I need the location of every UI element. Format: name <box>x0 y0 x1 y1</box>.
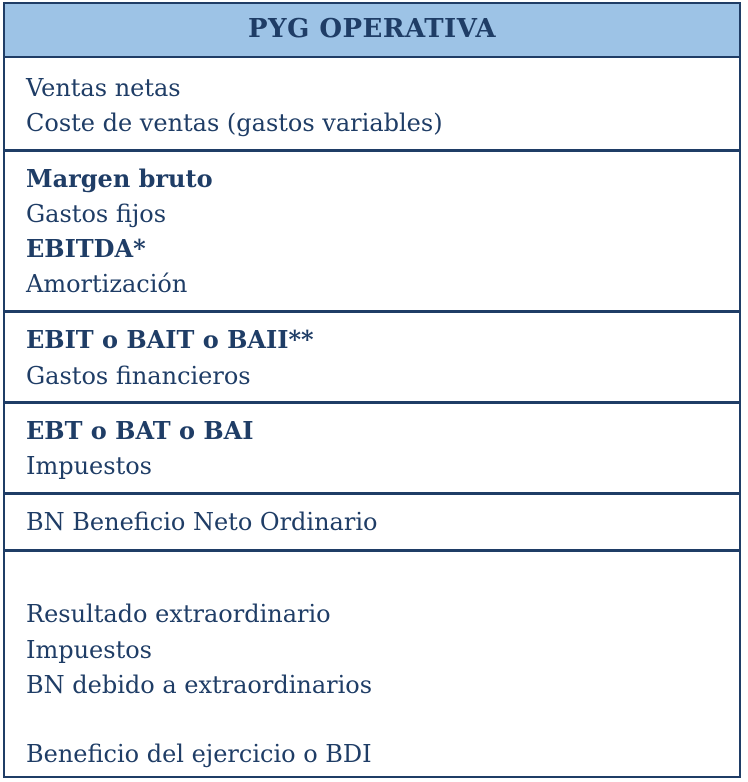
section-margin <box>5 152 739 313</box>
line-impuestos: Impuestos <box>26 452 152 480</box>
line-beneficio-neto: BN Beneficio Neto Ordinario <box>26 508 378 536</box>
line-impuestos-extra: Impuestos <box>26 636 152 664</box>
table-header: PYG OPERATIVA <box>5 4 739 58</box>
line-coste-ventas: Coste de ventas (gastos variables) <box>26 109 443 137</box>
line-ventas-netas: Ventas netas <box>26 74 181 102</box>
line-ebitda: EBITDA* <box>26 234 146 263</box>
line-amortizacion: Amortización <box>26 270 188 298</box>
section-sales <box>5 58 739 152</box>
line-ebit: EBIT o BAIT o BAII** <box>26 325 314 354</box>
line-bn-extraordinarios: BN debido a extraordinarios <box>26 671 373 699</box>
line-gastos-financieros: Gastos financieros <box>26 362 251 390</box>
line-margen-bruto: Margen bruto <box>26 164 213 193</box>
section-ebit <box>5 313 739 404</box>
section-extraordinary <box>5 552 739 778</box>
section-ebt <box>5 404 739 495</box>
line-gastos-fijos: Gastos fijos <box>26 200 167 228</box>
line-beneficio-ejercicio: Beneficio del ejercicio o BDI <box>26 740 372 768</box>
pyg-table <box>3 2 741 778</box>
section-net-profit <box>5 495 739 552</box>
line-ebt: EBT o BAT o BAI <box>26 416 254 445</box>
line-resultado-extraordinario: Resultado extraordinario <box>26 600 331 628</box>
